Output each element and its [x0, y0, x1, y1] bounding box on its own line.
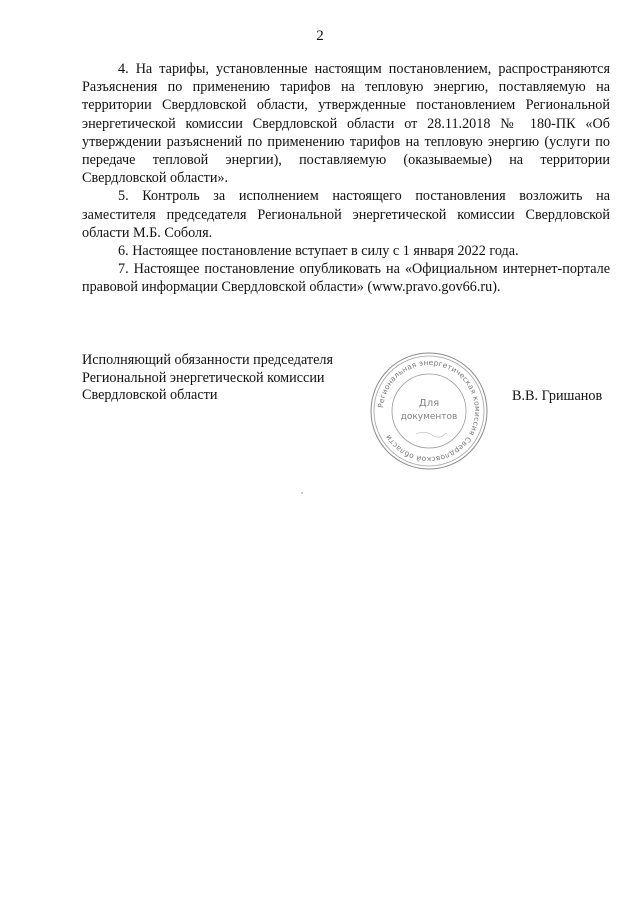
document-body: [82, 60, 610, 297]
paragraph-item-4: 4. На тарифы, установленные настоящим постановлением, распространяются Разъяснения по применению тарифов на тепловую энергию, поставляемую на территории Свердловской области, утвержденные постановлением Региональной энергетической комиссии Свердловской области от 28.11.2018 № 180-ПК «Об утверждении разъяснений по применению тарифов на тепловую энергию (услуги по передаче тепловой энергии), поставляемую (оказываемые) на территории Свердловской области».: [82, 61, 610, 187]
position-line-3: Свердловской области: [82, 387, 218, 403]
signatory-position: [82, 352, 382, 405]
official-stamp: [366, 350, 492, 472]
paragraph-item-5: 5. Контроль за исполнением настоящего постановления возложить на заместителя председателя Региональной энергетической комиссии Свердловской области М.Б. Соболя.: [82, 188, 610, 241]
stamp-ring-text: Региональная энергетическая комиссия Свердловской области: [376, 357, 483, 465]
stamp-center-line-1: Для: [418, 398, 440, 409]
position-line-1: Исполняющий обязанности председателя: [82, 352, 333, 368]
stamp-center-line-2: документов: [400, 412, 458, 422]
signatory-name: В.В. Гришанов: [512, 388, 603, 404]
position-line-2: Региональной энергетической комиссии: [82, 369, 325, 386]
page-number: 2: [316, 28, 324, 44]
paragraph-item-7: 7. Настоящее постановление опубликовать на «Официальном интернет-портале правовой информации Свердловской области» (www.pravo.gov66.ru).: [82, 261, 610, 296]
paragraph-item-6: 6. Настоящее постановление вступает в силу с 1 января 2022 года.: [118, 243, 519, 260]
scan-speck: [301, 492, 303, 494]
